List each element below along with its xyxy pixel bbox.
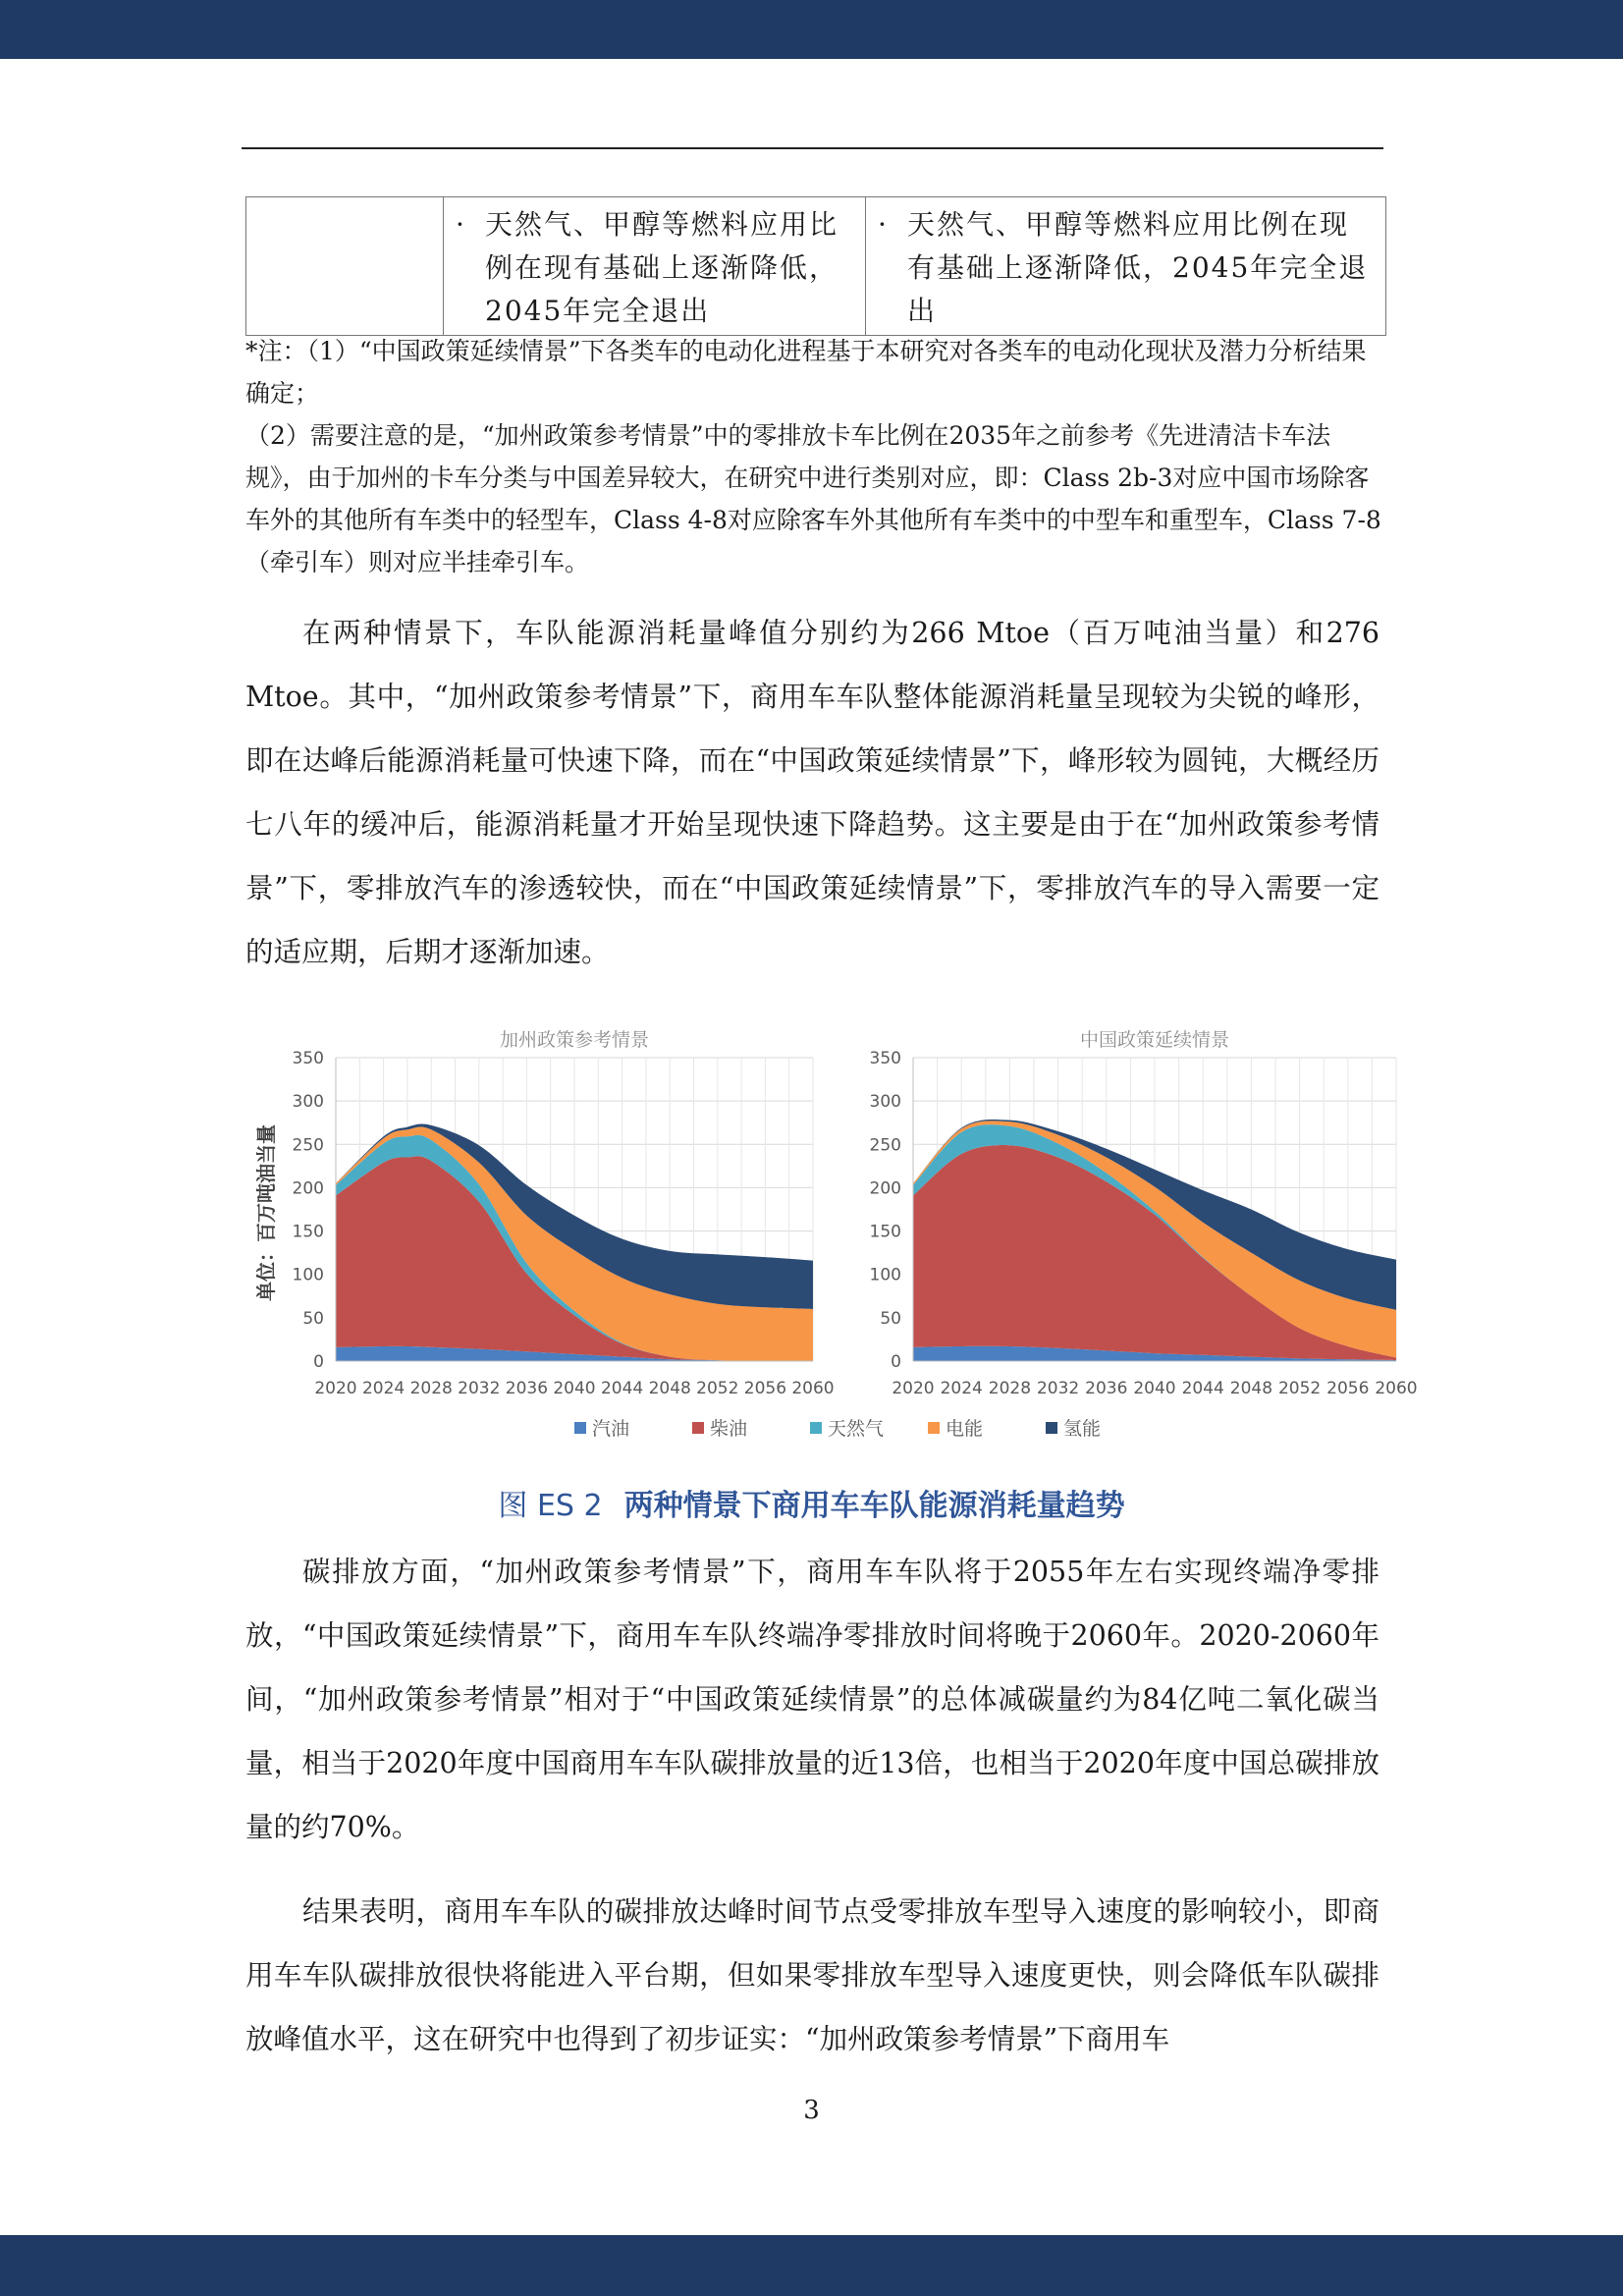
x-tick-label: 2044 xyxy=(600,1379,644,1398)
x-tick-label: 2036 xyxy=(1085,1379,1128,1398)
y-tick-label: 350 xyxy=(869,1049,901,1068)
energy-consumption-charts xyxy=(245,1011,1424,1463)
paragraph-results: 结果表明，商用车车队的碳排放达峰时间节点受零排放车型导入速度的影响较小，即商用车车队碳排放很快将能进入平台期，但如果零排放车型导入速度更快，则会降低车队碳排放峰值水平，这在研究中也得到了初步证实：“加州政策参考情景”下商用车 xyxy=(245,1895,1380,2055)
bullet: · xyxy=(878,208,889,241)
chart-title: 中国政策延续情景 xyxy=(1079,1029,1230,1051)
legend-label: 天然气 xyxy=(828,1418,885,1440)
y-tick-label: 250 xyxy=(292,1135,324,1156)
bottom-footer-band xyxy=(0,2235,1623,2296)
legend-swatch xyxy=(928,1422,940,1434)
y-tick-label: 200 xyxy=(869,1178,901,1199)
x-tick-label: 2028 xyxy=(988,1379,1032,1398)
x-tick-label: 2024 xyxy=(940,1379,983,1398)
legend-swatch xyxy=(692,1422,704,1434)
y-tick-label: 150 xyxy=(292,1222,324,1242)
y-tick-label: 150 xyxy=(869,1222,901,1242)
table-cell-text: 天然气、甲醇等燃料应用比例在现有基础上逐渐降低，2045年完全退出 xyxy=(485,208,839,327)
y-tick-label: 200 xyxy=(292,1178,324,1199)
y-tick-label: 300 xyxy=(869,1092,901,1113)
x-tick-label: 2052 xyxy=(1277,1379,1322,1398)
header-rule xyxy=(242,147,1383,149)
legend-label: 电能 xyxy=(946,1418,984,1440)
y-tick-label: 300 xyxy=(292,1092,324,1113)
x-tick-label: 2056 xyxy=(743,1379,787,1398)
table-notes xyxy=(245,330,1384,583)
table-cell xyxy=(444,197,866,336)
bullet: · xyxy=(456,208,466,241)
paragraph-carbon-emission: 碳排放方面，“加州政策参考情景”下，商用车车队将于2055年左右实现终端净零排放，“中国政策延续情景”下，商用车车队终端净零排放时间将晚于2060年。2020-2060年间，“加州政策参考情景”相对于“中国政策延续情景”的总体减碳量约为84亿吨二氧化碳当量，相当于2020年度中国商用车车队碳排放量的近13倍，也相当于2020年度中国总碳排放量的约70%。 xyxy=(245,1556,1380,1843)
y-axis-label: 单位：百万吨油当量 xyxy=(254,1124,278,1301)
legend-swatch xyxy=(810,1422,822,1434)
legend-swatch xyxy=(1046,1422,1057,1434)
table-cell-empty xyxy=(246,197,444,336)
x-tick-label: 2032 xyxy=(458,1379,501,1398)
x-tick-label: 2032 xyxy=(1036,1379,1080,1398)
x-tick-label: 2024 xyxy=(361,1379,406,1398)
x-tick-label: 2020 xyxy=(314,1379,357,1398)
figure-es2 xyxy=(245,1011,1424,1463)
y-tick-label: 100 xyxy=(869,1265,901,1285)
note-1: *注：（1）“中国政策延续情景”下各类车的电动化进程基于本研究对各类车的电动化现状及潜力分析结果确定； xyxy=(245,337,1367,408)
y-tick-label: 0 xyxy=(313,1352,324,1372)
x-tick-label: 2040 xyxy=(1133,1379,1176,1398)
legend-label: 柴油 xyxy=(710,1418,748,1440)
legend-label: 氢能 xyxy=(1063,1418,1102,1440)
chart-title: 加州政策参考情景 xyxy=(499,1029,650,1051)
x-tick-label: 2048 xyxy=(1229,1379,1273,1398)
figure-number: 图 ES 2 xyxy=(498,1489,603,1523)
x-tick-label: 2028 xyxy=(409,1379,453,1398)
note-2: （2）需要注意的是，“加州政策参考情景”中的零排放卡车比例在2035年之前参考《先进清洁卡车法规》，由于加州的卡车分类与中国差异较大，在研究中进行类别对应，即：Class 2b-3对应中国市场除客车外的其他所有车类中的轻型车，Class 4-8对应除客车外其他所有车类中的中型车和重型车，Class 7-8（牵引车）则对应半挂牵引车。 xyxy=(245,421,1381,576)
x-tick-label: 2056 xyxy=(1326,1379,1370,1398)
x-tick-label: 2048 xyxy=(648,1379,691,1398)
paragraph-energy-peak: 在两种情景下，车队能源消耗量峰值分别约为266 Mtoe（百万吨油当量）和276 Mtoe。其中，“加州政策参考情景”下，商用车车队整体能源消耗量呈现较为尖锐的峰形，即在达峰后能源消耗量可快速下降，而在“中国政策延续情景”下，峰形较为圆钝，大概经历七八年的缓冲后，能源消耗量才开始呈现快速下降趋势。这主要是由于在“加州政策参考情景”下，零排放汽车的渗透较快，而在“中国政策延续情景”下，零排放汽车的导入需要一定的适应期，后期才逐渐加速。 xyxy=(245,617,1380,968)
x-tick-label: 2060 xyxy=(791,1379,835,1398)
y-tick-label: 0 xyxy=(891,1352,901,1372)
y-tick-label: 50 xyxy=(302,1308,324,1329)
y-tick-label: 50 xyxy=(880,1308,901,1329)
x-tick-label: 2036 xyxy=(505,1379,549,1398)
figure-title: 两种情景下商用车车队能源消耗量趋势 xyxy=(623,1489,1125,1523)
x-tick-label: 2040 xyxy=(553,1379,596,1398)
x-tick-label: 2020 xyxy=(892,1379,935,1398)
x-tick-label: 2060 xyxy=(1375,1379,1418,1398)
x-tick-label: 2044 xyxy=(1181,1379,1224,1398)
y-tick-label: 250 xyxy=(869,1135,901,1156)
policy-table xyxy=(245,196,1386,336)
page-number: 3 xyxy=(803,2096,820,2125)
y-tick-label: 100 xyxy=(292,1265,324,1285)
top-header-band xyxy=(0,0,1623,59)
figure-caption xyxy=(0,1481,1623,1524)
x-tick-label: 2052 xyxy=(696,1379,739,1398)
table-cell xyxy=(866,197,1386,336)
legend-swatch xyxy=(574,1422,586,1434)
legend-label: 汽油 xyxy=(592,1418,630,1440)
table-cell-text: 天然气、甲醇等燃料应用比例在现有基础上逐渐降低，2045年完全退出 xyxy=(907,208,1369,327)
table-row xyxy=(246,197,1386,336)
y-tick-label: 350 xyxy=(292,1049,324,1068)
